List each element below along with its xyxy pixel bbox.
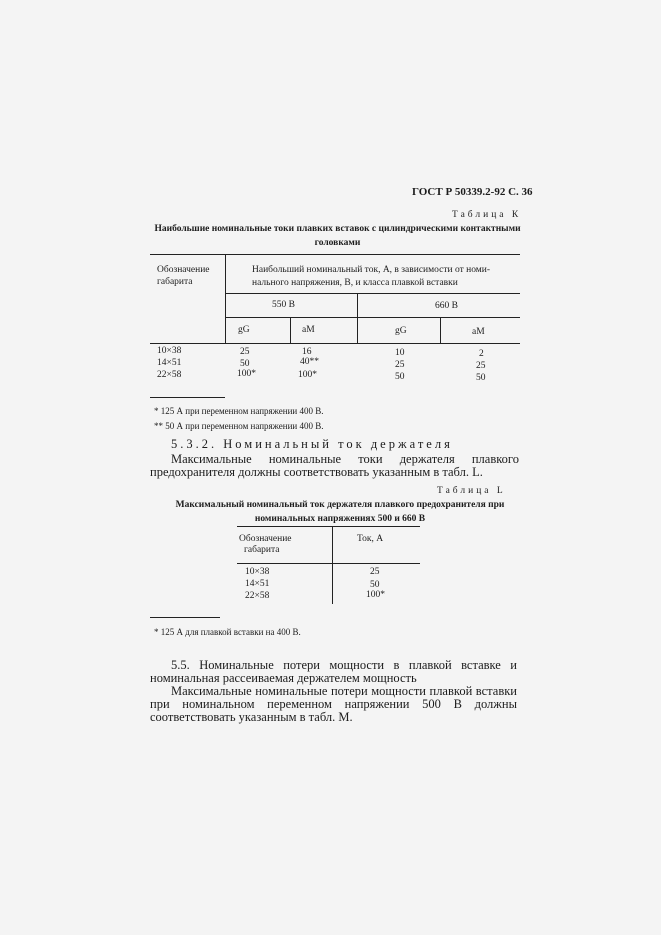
page-header: ГОСТ Р 50339.2-92 С. 36: [412, 186, 533, 198]
table-k-size: 22×58: [157, 370, 182, 380]
table-l-header-bottom-rule: [237, 563, 420, 564]
table-l-current: 100*: [366, 590, 385, 600]
table-k-col-current-2: нального напряжения, В, и класса плавкой вставки: [252, 278, 458, 288]
section-55-line1: Максимальные номинальные потери мощности плавкой вставки: [171, 684, 517, 698]
table-k-col-current-1: Наибольший номинальный ток, А, в зависимости от номи-: [252, 265, 491, 275]
table-l-label: Таблица L: [437, 486, 506, 496]
table-l-title-line2: номинальных напряжениях 500 и 660 В: [254, 514, 426, 524]
table-k-voltage-divider: [357, 293, 358, 344]
table-k-label: Таблица К: [452, 210, 522, 220]
table-l-col-current: Ток, А: [357, 534, 384, 544]
table-k-col-divider: [225, 254, 226, 344]
table-k-col-designation-2: габарита: [157, 277, 193, 287]
section-532-line1: Максимальные номинальные токи держателя плавкого: [171, 452, 519, 466]
table-l-footnote: * 125 А для плавкой вставки на 400 В.: [154, 627, 301, 637]
table-l-title-line1: Максимальный номинальный ток держателя плавкого предохранителя при: [175, 500, 505, 510]
table-l-col-designation-1: Обозначение: [239, 534, 292, 544]
table-l-top-rule: [237, 526, 420, 527]
table-k-550-gG: 50: [240, 359, 250, 369]
table-k-title-line2: головками: [314, 238, 361, 248]
table-k-title: [150, 222, 525, 250]
table-k-660-aM: 50: [476, 373, 486, 383]
table-k-class-divider-660: [440, 317, 441, 344]
table-l-title: [175, 498, 505, 526]
section-55-heading-line1: 5.5. Номинальные потери мощности в плавкой вставке и: [171, 658, 517, 672]
table-k-header-bottom-rule: [150, 343, 520, 344]
table-l-footnote-rule: [150, 617, 220, 618]
table-l-size: 22×58: [245, 591, 270, 601]
table-k-550-aM: 16: [302, 347, 312, 357]
table-l-size: 14×51: [245, 579, 270, 589]
table-k-col-designation-1: Обозначение: [157, 265, 210, 275]
table-k-550-aM: 100*: [298, 370, 317, 380]
table-k-title-line1: Наибольшие номинальные токи плавких вставок с цилиндрическими контактными: [154, 224, 521, 234]
section-55-heading-line2: номинальная рассеиваемая держателем мощность: [150, 671, 417, 685]
table-k-footnote-1: * 125 А при переменном напряжении 400 В.: [154, 406, 324, 416]
table-k-660-gG: 50: [395, 372, 405, 382]
table-k-550-gG: 100*: [237, 369, 256, 379]
table-k-voltage-rule: [225, 293, 520, 294]
section-55-line2: при номинальном переменном напряжении 500 В должны: [150, 697, 517, 711]
table-k-top-rule: [150, 254, 520, 255]
table-l-current: 25: [370, 567, 380, 577]
table-l-col-designation-2: габарита: [244, 545, 280, 555]
table-l-col-divider: [332, 526, 333, 604]
section-532-heading: 5.3.2. Номинальный ток держателя: [171, 437, 453, 451]
table-k-voltage-660: 660 В: [435, 301, 458, 311]
table-l-current: 50: [370, 580, 380, 590]
section-55-line3: соответствовать указанным в табл. М.: [150, 710, 353, 724]
table-k-class-rule: [225, 317, 520, 318]
table-k-size: 14×51: [157, 358, 182, 368]
table-k-660-gG: 10: [395, 348, 405, 358]
table-k-voltage-550: 550 В: [272, 300, 295, 310]
table-k-class-gG-550: gG: [238, 325, 250, 335]
section-532-line2: предохранителя должны соответствовать указанным в табл. L.: [150, 465, 483, 479]
table-k-class-divider-550: [290, 317, 291, 344]
table-k-class-aM-550: aM: [302, 325, 315, 335]
table-k-class-aM-660: aM: [472, 327, 485, 337]
table-k-550-aM: 40**: [300, 357, 319, 367]
table-k-660-aM: 2: [479, 349, 484, 359]
table-l-size: 10×38: [245, 567, 270, 577]
table-k-660-gG: 25: [395, 360, 405, 370]
table-k-size: 10×38: [157, 346, 182, 356]
table-k-class-gG-660: gG: [395, 326, 407, 336]
table-k-660-aM: 25: [476, 361, 486, 371]
table-k-footnote-rule: [150, 397, 225, 398]
table-k-550-gG: 25: [240, 347, 250, 357]
table-k-footnote-2: ** 50 А при переменном напряжении 400 В.: [154, 421, 324, 431]
